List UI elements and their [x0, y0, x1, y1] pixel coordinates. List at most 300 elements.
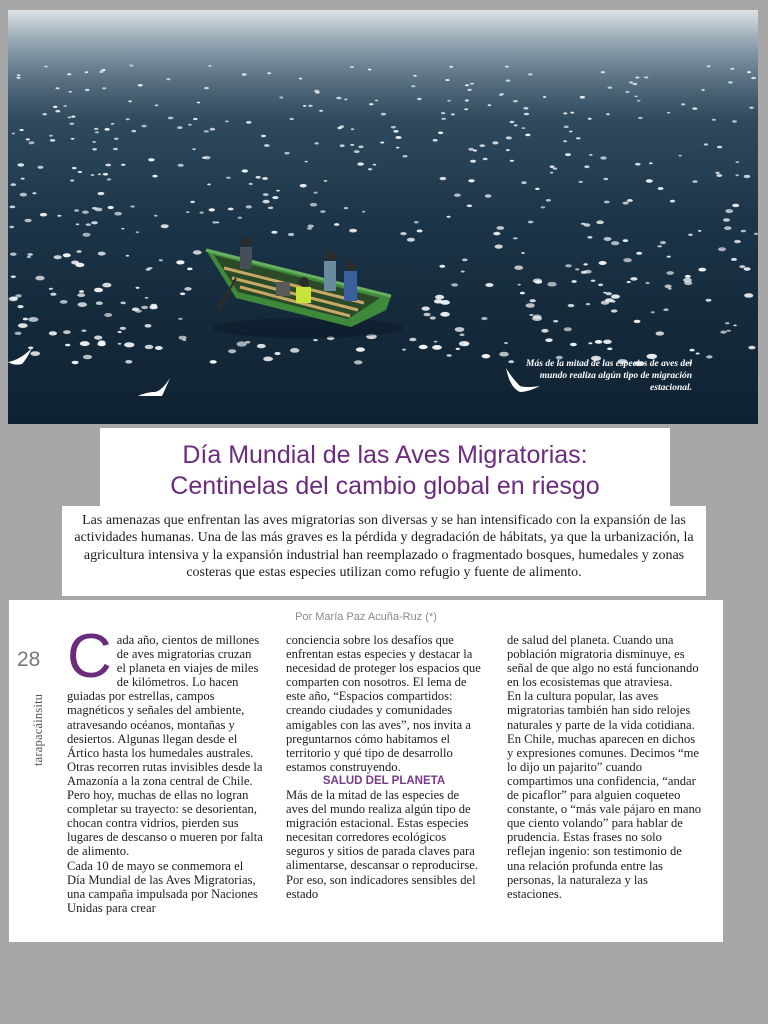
seagull: [49, 135, 53, 137]
seagull: [460, 334, 465, 336]
seagull: [485, 194, 492, 197]
seagull: [82, 211, 89, 214]
seagull: [690, 349, 695, 352]
seagull: [645, 282, 649, 284]
seagull: [78, 171, 82, 173]
seagull: [506, 80, 510, 82]
photo-caption: Más de la mitad de las especies de aves del mundo realiza algún tipo de migración estacional.: [526, 359, 692, 393]
seagull: [121, 228, 124, 230]
seagull: [434, 341, 438, 343]
seagull: [658, 187, 664, 190]
seagull: [264, 144, 270, 147]
seagull: [393, 130, 398, 133]
seagull: [126, 118, 130, 120]
seagull: [666, 271, 674, 275]
seagull: [735, 174, 739, 176]
seagull: [488, 104, 492, 106]
seagull: [633, 83, 638, 85]
seagull: [424, 313, 431, 317]
seagull: [263, 193, 269, 196]
seagull: [38, 166, 44, 169]
seagull: [337, 127, 342, 129]
seagull: [30, 351, 40, 356]
seagull: [530, 299, 536, 302]
seagull: [596, 220, 604, 224]
paragraph: de salud del planeta. Cuando una población migratoria disminuye, es señal de que algo no está funcionando en los ecosistemas que atraviesa.: [507, 633, 699, 690]
seagull: [63, 105, 67, 107]
seagull: [603, 178, 608, 180]
seagull: [525, 134, 530, 137]
seagull: [92, 141, 96, 143]
seagull: [267, 72, 271, 74]
seagull: [670, 200, 675, 203]
seagull: [135, 309, 142, 312]
seagull: [138, 84, 143, 86]
seagull: [114, 212, 122, 216]
seagull: [104, 313, 112, 317]
seagull: [20, 129, 24, 131]
seagull: [103, 173, 108, 176]
seagull: [256, 176, 261, 179]
seagull: [550, 172, 553, 174]
seagull: [467, 205, 472, 208]
seagull: [604, 201, 610, 204]
seagull: [704, 143, 708, 145]
seagull: [623, 202, 629, 205]
seagull: [447, 354, 452, 357]
seagull: [190, 201, 195, 203]
seagull: [53, 106, 57, 108]
seagull: [373, 164, 377, 166]
seagull: [656, 331, 665, 335]
seagull: [623, 258, 632, 262]
seagull: [465, 84, 469, 86]
seagull: [187, 268, 193, 271]
seagull: [43, 113, 47, 115]
seagull: [438, 132, 443, 135]
seagull: [237, 341, 247, 346]
seagull: [207, 184, 211, 186]
seagull: [635, 77, 639, 79]
seagull: [545, 338, 552, 342]
seagull: [470, 83, 474, 85]
seagull: [635, 163, 641, 166]
seagull: [718, 247, 726, 251]
seagull: [368, 168, 372, 170]
seagull: [70, 123, 75, 125]
seagull: [500, 93, 503, 95]
seagull: [601, 71, 605, 73]
seagull: [238, 217, 242, 219]
seagull: [354, 150, 360, 153]
seagull: [128, 100, 132, 102]
seagull: [72, 167, 77, 169]
seagull: [482, 354, 491, 358]
seagull: [210, 128, 216, 131]
seagull: [10, 206, 16, 209]
seagull: [526, 303, 535, 308]
seagull: [541, 329, 548, 333]
seagull: [86, 223, 91, 226]
seagull: [432, 345, 442, 350]
seagull: [83, 233, 91, 237]
seagull: [546, 199, 551, 202]
seagull: [65, 344, 70, 347]
seagull: [637, 100, 641, 102]
seagull: [268, 207, 273, 210]
seagull: [505, 66, 509, 68]
column-2: [286, 633, 482, 901]
seagull: [177, 126, 182, 129]
seagull: [351, 128, 355, 130]
page-number: 28: [17, 648, 41, 671]
seagull: [707, 65, 711, 67]
seagull: [414, 221, 419, 223]
seagull: [279, 97, 283, 99]
seagull: [586, 303, 590, 305]
seagull: [340, 144, 345, 147]
seagull: [310, 203, 317, 207]
seagull: [95, 131, 99, 133]
seagull: [380, 142, 384, 144]
seagull: [581, 271, 587, 274]
seagull: [11, 276, 16, 278]
title-box: [100, 428, 670, 506]
seagull: [108, 206, 114, 209]
seagull: [308, 105, 312, 107]
seagull: [23, 318, 28, 321]
seagull: [521, 181, 526, 184]
seagull: [96, 301, 103, 305]
paragraph: Más de la mitad de las especies de aves del mundo realiza algún tipo de migración estacional. Estas especies necesitan corredores ecológicos seguros y sitios de parada claves para alimentarse, descansar o reproducirse. Por eso, son indicadores sensibles del estado: [286, 787, 478, 901]
seagull: [553, 320, 558, 322]
seagull: [101, 69, 105, 71]
seagull: [607, 348, 612, 351]
seagull: [242, 73, 247, 75]
seagull: [403, 155, 408, 157]
seagull: [417, 229, 423, 232]
seagull: [483, 158, 488, 160]
seagull: [611, 309, 618, 312]
seagull: [71, 138, 75, 140]
seagull: [634, 96, 637, 98]
seagull: [606, 113, 610, 115]
seagull: [636, 252, 642, 255]
seagull: [131, 130, 136, 132]
seagull: [94, 336, 102, 340]
seagull: [192, 148, 196, 150]
seagull: [17, 74, 21, 76]
lead-box: [62, 506, 706, 596]
seagull: [261, 135, 266, 137]
seagull: [350, 66, 354, 68]
seagull: [520, 292, 525, 295]
seagull: [204, 156, 211, 159]
seagull: [210, 360, 217, 364]
seagull: [732, 120, 737, 122]
seagull: [535, 188, 539, 190]
seagull: [249, 183, 253, 185]
seagull: [464, 108, 468, 110]
seagull: [445, 79, 449, 81]
seagull: [569, 131, 573, 133]
seagull: [528, 73, 533, 75]
title-line-2: Centinelas del cambio global en riesgo: [170, 472, 600, 500]
seagull: [118, 343, 122, 345]
seagull: [638, 117, 643, 119]
seagull: [74, 209, 79, 212]
seagull: [725, 209, 733, 213]
seagull: [303, 105, 306, 107]
title-line-1: Día Mundial de las Aves Migratorias:: [182, 441, 588, 469]
seagull: [749, 107, 753, 109]
seagull: [67, 73, 71, 75]
seagull: [319, 110, 323, 112]
seagull: [305, 161, 308, 163]
seagull: [504, 342, 508, 344]
seagull: [495, 245, 503, 249]
seagull: [188, 124, 192, 126]
seagull: [92, 207, 98, 210]
seagull: [350, 144, 354, 146]
seagull: [375, 100, 378, 102]
seagull: [584, 223, 591, 226]
seagull: [40, 213, 47, 217]
seagull: [146, 268, 151, 270]
seagull: [272, 196, 278, 199]
seagull: [684, 281, 692, 285]
seagull: [407, 238, 415, 242]
seagull: [271, 231, 277, 234]
seagull: [155, 346, 163, 350]
paragraph: conciencia sobre los desafíos que enfrentan estas especies y destacar la necesidad de proteger los espacios que comparten con nosotros. El lema de este año, “Espacios compartidos: creando ciudades y comunidades amigables con las aves”, nos invita a preguntarnos cómo habitamos el territorio y qué tipo de desarrollo estamos construyendo.: [286, 633, 481, 774]
seagull: [751, 77, 756, 79]
seagull: [716, 174, 722, 177]
seagull: [129, 65, 133, 67]
seagull: [288, 233, 294, 236]
seagull: [184, 287, 191, 291]
seagull: [98, 192, 105, 195]
seagull: [324, 180, 328, 182]
seagull: [193, 250, 202, 254]
seagull: [739, 265, 745, 268]
seagull: [411, 85, 415, 87]
seagull: [276, 190, 280, 192]
seagull: [145, 297, 149, 299]
seagull: [71, 261, 79, 265]
seagull: [136, 231, 140, 233]
seagull: [208, 65, 212, 67]
brand-wrap: [31, 684, 45, 766]
seagull: [242, 169, 248, 172]
seagull: [178, 318, 183, 320]
hero-photo: [8, 10, 758, 424]
seagull: [734, 240, 741, 243]
seagull: [118, 331, 122, 333]
seagull: [611, 300, 616, 302]
seagull: [26, 138, 30, 140]
seagull: [604, 237, 612, 241]
seagull: [634, 320, 641, 323]
seagull: [102, 87, 106, 89]
seagull: [290, 348, 299, 353]
drop-cap: C: [67, 622, 112, 691]
seagull: [68, 91, 72, 93]
seagull: [481, 317, 487, 320]
seagull: [263, 200, 270, 204]
seagull: [70, 180, 74, 182]
person-standing-2: [346, 261, 356, 271]
seagull: [447, 100, 451, 102]
seagull: [600, 156, 606, 159]
seagull: [114, 138, 119, 140]
seagull: [440, 312, 450, 317]
seagull: [11, 183, 17, 186]
seagull: [744, 293, 753, 298]
seagull: [28, 317, 38, 322]
seagull: [94, 128, 98, 130]
person-rower: [241, 237, 251, 247]
seagull: [599, 261, 607, 265]
seagull: [400, 232, 406, 235]
seagull: [257, 344, 266, 348]
seagull: [145, 345, 154, 349]
seagull: [126, 255, 130, 257]
seagull: [358, 146, 363, 149]
seagull: [461, 271, 465, 273]
seagull: [344, 99, 347, 101]
seagull: [176, 260, 184, 264]
seagull: [166, 78, 170, 80]
seagull: [381, 113, 386, 116]
seagull: [595, 340, 602, 344]
seagull: [665, 285, 672, 289]
seagull: [145, 324, 152, 328]
seagull: [228, 208, 234, 211]
seagull: [391, 126, 396, 128]
seagull: [454, 194, 461, 197]
seagull: [731, 258, 737, 261]
seagull: [262, 177, 268, 180]
seagull: [629, 82, 633, 84]
seagull: [245, 341, 250, 343]
seagull: [246, 205, 252, 208]
seagull: [274, 352, 280, 355]
seagull: [141, 125, 146, 128]
seagull: [362, 211, 365, 213]
seagull: [91, 174, 95, 176]
seagull: [455, 327, 465, 332]
seagull: [492, 141, 498, 144]
seagull: [533, 315, 542, 319]
paragraph: Cada 10 de mayo se conmemora el Día Mundial de las Aves Migratorias, una campaña impulsada por Naciones Unidas para crear: [67, 858, 258, 915]
seagull: [646, 179, 653, 182]
seagull: [290, 118, 294, 120]
seagull: [627, 281, 631, 283]
column-1: [67, 622, 263, 915]
paragraph: ada año, cientos de millones de aves migratorias cruzan el planeta en viajes de miles de kilómetros. Lo hacen guiadas por estrellas, campos magnéticos y señales del ambiente, atravesando océanos, montañas y desiertos. Algunas llegan desde el Ártico hasta los humedales australes. Otras recorren rutas invisibles desde la Amazonía a la zona central de Chile. Pero hoy, muchas de ellas no logran completar su trayecto: se desorientan, chocan contra vidrios, pierden sus lugares de descanso o mueren por falta de alimento.: [67, 633, 263, 859]
seagull: [354, 360, 363, 364]
seagull: [56, 87, 60, 89]
seagull: [579, 181, 583, 183]
seagull: [246, 121, 252, 124]
seagull: [225, 121, 229, 123]
magazine-brand: tarapacáinsitu: [31, 693, 45, 766]
seagull: [588, 118, 592, 120]
seagull: [696, 353, 700, 355]
seagull: [465, 99, 469, 101]
seagull: [63, 253, 71, 257]
seagull: [20, 193, 27, 197]
byline: Por María Paz Acuña-Ruz (*): [295, 611, 437, 623]
seagull: [284, 152, 289, 155]
seagull: [467, 89, 471, 91]
seagull: [726, 330, 731, 332]
article-title: [100, 428, 670, 502]
seagull: [85, 89, 90, 91]
seagull: [76, 223, 80, 225]
seagull: [611, 241, 619, 245]
seagull: [681, 103, 685, 105]
seagull: [451, 113, 455, 115]
seagull: [334, 223, 339, 226]
seagull: [468, 179, 474, 182]
seagull: [720, 331, 726, 334]
seagull: [701, 89, 704, 91]
seagull: [715, 172, 719, 174]
seagull: [583, 263, 587, 265]
seagull: [356, 347, 365, 351]
seagull: [9, 297, 18, 302]
seagull: [148, 158, 154, 161]
seagull: [17, 77, 21, 79]
seagull: [178, 164, 184, 167]
seagull: [67, 117, 71, 119]
seagull: [314, 90, 319, 93]
seagull: [510, 160, 514, 162]
seagull: [17, 163, 24, 166]
seagull: [508, 360, 514, 363]
seagull: [506, 136, 512, 139]
seagull: [107, 178, 112, 180]
seagull: [692, 107, 697, 109]
seagull: [314, 142, 318, 144]
seagull: [441, 112, 445, 114]
seagull: [49, 331, 57, 335]
seagull: [506, 149, 510, 151]
seagull: [451, 283, 458, 286]
seagull: [623, 239, 629, 242]
seagull: [369, 103, 373, 105]
seagull: [580, 96, 585, 99]
seagull: [300, 184, 307, 188]
seagull: [685, 275, 691, 278]
seagull: [692, 180, 697, 183]
seagull: [576, 137, 580, 139]
seagull: [35, 276, 44, 281]
seagull: [111, 123, 115, 125]
seagull: [470, 160, 476, 163]
seagull: [724, 226, 731, 230]
seagull: [741, 230, 746, 233]
seagull: [570, 343, 577, 346]
seagull: [228, 349, 236, 353]
seagull: [200, 212, 204, 214]
seagull: [154, 215, 158, 217]
seagull: [601, 301, 609, 305]
seagull: [588, 342, 592, 344]
seagull: [209, 208, 215, 211]
